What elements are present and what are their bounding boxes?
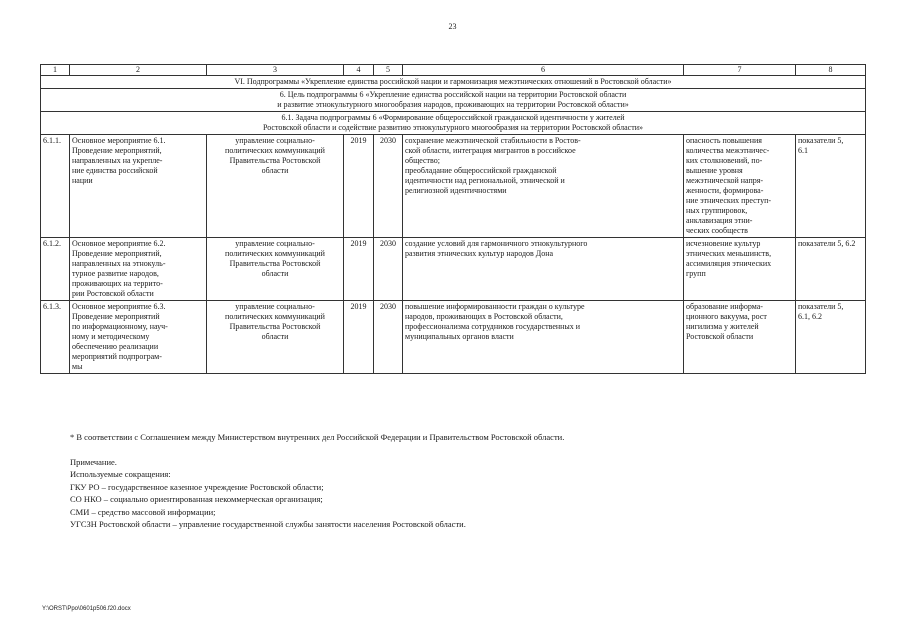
expected-result [403,135,684,238]
text-line: проживающих на террито- [72,279,163,288]
text-line: вышение уровня [686,166,743,175]
text-line: ческих сообществ [686,226,748,235]
text-line: области [261,332,289,341]
text-line: нации [72,176,93,185]
text-line: Основное мероприятие 6.2. [72,239,166,248]
text-line: по информационному, науч- [72,322,168,331]
goal-row [41,89,866,112]
abbreviation-item: ГКУ РО – государственное казенное учреждение Ростовской области; [70,481,324,492]
consequences [684,238,796,301]
indicators [796,301,866,374]
text-line: профессионализма сотрудников государственных и [405,322,581,331]
footnote: * В соответствии с Соглашением между Министерством внутренних дел Российской Федерации и Правительством Ростовской области. [70,432,565,442]
text-line: области [261,269,289,278]
text-line: Проведение мероприятий [72,312,160,321]
task-cell [41,112,866,135]
text-line: показатели 5, 6.2 [798,239,856,248]
section-title: VI. Подпрограммы «Укрепление единства российской нации и гармонизация межэтнических отношений в Ростовской области» [41,76,866,89]
executor [207,135,344,238]
text-line: Ростовской области [686,332,754,341]
text-line: межэтнической напря- [686,176,764,185]
text-line: управление социально- [235,239,315,248]
abbreviation-item: УГСЗН Ростовской области – управление государственной службы занятости населения Ростовской области. [70,519,466,530]
text-line: политических коммуникаций [225,146,325,155]
abbreviation-item: СО НКО – социально ориентированная некоммерческая организация; [70,494,323,505]
text-line: развития этнических культур народов Дона [405,249,554,258]
end-year: 2030 [374,238,403,301]
activity-name [70,135,207,238]
text-line: групп [686,269,706,278]
page-number: 23 [448,22,457,31]
text-line: народов, проживающих в Ростовской области, [405,312,563,321]
column-number-row [41,65,866,76]
text-line: ассимиляция этнических [686,259,772,268]
task-line: 6.1. Задача подпрограммы 6 «Формирование общероссийской гражданской идентичности у жителей [281,113,625,122]
text-line: турное развитие народов, [72,269,159,278]
text-line: идентичности над региональной, этнической и [405,176,565,185]
abbreviation-item: СМИ – средство массовой информации; [70,506,216,517]
text-line: религиозной идентичностями [405,186,507,195]
text-line: Проведение мероприятий, [72,249,162,258]
text-line: нигилизма у жителей [686,322,759,331]
start-year: 2019 [344,135,374,238]
goal-line: 6. Цель подпрограммы 6 «Укрепление единства российской нации на территории Ростовской области [279,90,627,99]
text-line: Проведение мероприятий, [72,146,162,155]
remarks [70,456,870,530]
text-line: обеспечению реализации [72,342,159,351]
table-row [41,301,866,374]
executor [207,238,344,301]
table-row [41,135,866,238]
text-line: 6.1 [798,146,808,155]
column-number: 6 [403,65,684,76]
end-year: 2030 [374,135,403,238]
text-line: направленных на этнокуль- [72,259,166,268]
text-line: Основное мероприятие 6.3. [72,302,166,311]
column-number: 8 [796,65,866,76]
text-line: ционного вакуума, рост [686,312,767,321]
activity-name [70,301,207,374]
text-line: политических коммуникаций [225,312,325,321]
abbreviations-title: Используемые сокращения: [70,469,171,480]
text-line: Правительства Ростовской [229,259,321,268]
row-number: 6.1.1. [41,135,70,238]
text-line: ние этнических преступ- [686,196,772,205]
text-line: политических коммуникаций [225,249,325,258]
activity-name [70,238,207,301]
text-line: анклавизация этни- [686,216,753,225]
text-line: мероприятий подпрограм- [72,352,162,361]
text-line: муниципальных органов власти [405,332,514,341]
text-line: направленных на укрепле- [72,156,163,165]
indicators [796,238,866,301]
column-number: 1 [41,65,70,76]
task-row [41,112,866,135]
text-line: Правительства Ростовской [229,156,321,165]
column-number: 7 [684,65,796,76]
indicators [796,135,866,238]
goal-line: и развитие этнокультурного многообразия народов, проживающих на территории Ростовской области» [277,100,629,109]
column-number: 3 [207,65,344,76]
file-path: Y:\ORST\Ppo\0601p506.f20.docx [42,606,131,612]
text-line: Основное мероприятие 6.1. [72,136,166,145]
text-line: преобладание общероссийской гражданской [405,166,557,175]
row-number: 6.1.3. [41,301,70,374]
column-number: 4 [344,65,374,76]
program-table [40,64,866,374]
text-line: количества межэтничес- [686,146,770,155]
section-title-row [41,76,866,89]
expected-result [403,238,684,301]
text-line: создание условий для гармоничного этнокультурного [405,239,588,248]
text-line: показатели 5, [798,302,844,311]
start-year: 2019 [344,238,374,301]
text-line: управление социально- [235,302,315,311]
task-line: Ростовской области и содействие развитию этнокультурного многообразия на территории Ростовской области» [262,123,644,132]
text-line: Правительства Ростовской [229,322,321,331]
text-line: ние единства российской [72,166,158,175]
text-line: повышение информированности граждан о культуре [405,302,585,311]
text-line: показатели 5, [798,136,844,145]
consequences [684,135,796,238]
text-line: ных группировок, [686,206,748,215]
text-line: опасность повышения [686,136,762,145]
text-line: области [261,166,289,175]
consequences [684,301,796,374]
start-year: 2019 [344,301,374,374]
text-line: ких столкновений, по- [686,156,763,165]
table-row [41,238,866,301]
text-line: исчезновение культур [686,239,761,248]
text-line: рии Ростовской области [72,289,154,298]
text-line: ской области, интеграция мигрантов в российское [405,146,576,155]
text-line: мы [72,362,83,371]
text-line: женности, формирова- [686,186,764,195]
goal-cell [41,89,866,112]
end-year: 2030 [374,301,403,374]
row-number: 6.1.2. [41,238,70,301]
text-line: общество; [405,156,440,165]
text-line: образование информа- [686,302,763,311]
text-line: 6.1, 6.2 [798,312,822,321]
text-line: ному и методическому [72,332,150,341]
text-line: управление социально- [235,136,315,145]
column-number: 2 [70,65,207,76]
text-line: этнических меньшинств, [686,249,772,258]
expected-result [403,301,684,374]
executor [207,301,344,374]
remarks-title: Примечание. [70,457,117,467]
text-line: сохранение межэтнической стабильности в Ростов- [405,136,581,145]
column-number: 5 [374,65,403,76]
